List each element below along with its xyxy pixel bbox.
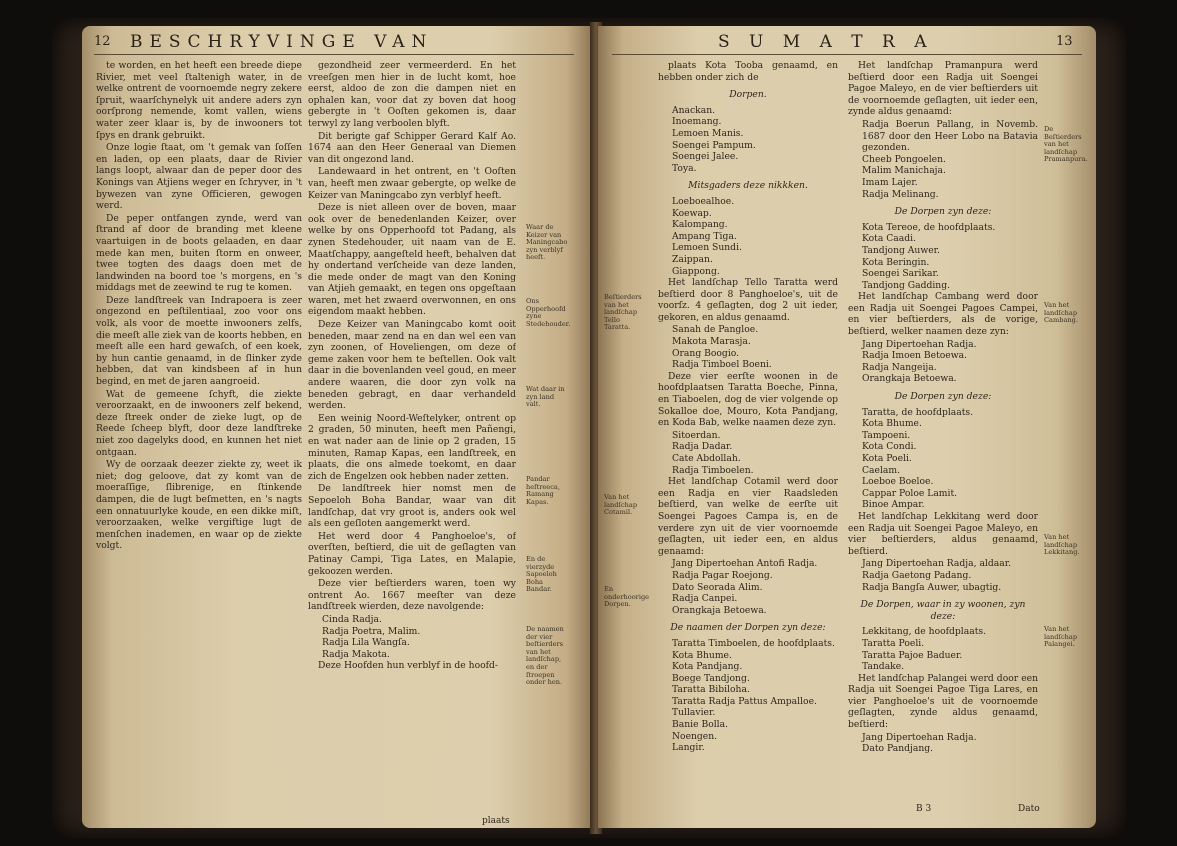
margin-note: De Beſtierders van het landſchap Pramanpura. — [1044, 125, 1088, 164]
list-item: Cappar Poloe Lamit. — [862, 487, 958, 499]
list-item: Tampoeni. — [862, 429, 911, 441]
margin-note: Van het landſchap Cambang. — [1044, 301, 1078, 325]
left-column-2 — [308, 60, 516, 812]
paragraph: Een weinig Noord-Weſtelyker, ontrent op 2 graden, 50 minuten, heeft men Pañengi, en wat nader aan de linie op 2 graden, 15 minuten, Ramap Kapas, een landſtreek, en plaats, die ons almede toekomt, en daar zich de Engelzen ook hebben nader zetten. — [308, 412, 516, 482]
right-catchword: Dato — [1018, 804, 1040, 814]
margin-note: Pandar heſtreeca, Ramang Kapas. — [526, 475, 560, 506]
list-item: Tandjong Auwer. — [862, 244, 940, 256]
list-item: Sanah de Pangloe. — [672, 324, 759, 336]
list-item: Taratta Pajoe Baduer. — [862, 649, 963, 661]
list-item: Taratta Radja Pattus Ampalloe. — [672, 695, 817, 707]
list-item: Radja Makota. — [322, 648, 390, 660]
list-item: Kota Tereoe, de hoofdplaats. — [862, 221, 996, 233]
list-item: Radja Dadar. — [672, 441, 733, 453]
list-item: Kota Bhume. — [862, 418, 922, 430]
list-item: Imam Lajer. — [862, 176, 918, 188]
list-item: Tandake. — [862, 661, 905, 673]
list-item: Giappong. — [672, 265, 720, 277]
list-item: Cinda Radja. — [322, 613, 382, 625]
list-item: Koewap. — [672, 207, 712, 219]
paragraph: Deze is niet alleen over de boven, maar ook over de benedenlanden Keizer, over welke by ons Opperhoofd tot Padang, als zynen Stedehouder, uit naam van de E. Maatſchappy, aangeſteld heeft, behalven dat hy ondertand verſcheide van deze landen, die mede onder de magt van den Koning van Atjieh gemaakt, en tegen ons opgeſtaan waren, met het zwaerd overwonnen, en ons eigendom maakt hebben. — [308, 202, 516, 318]
paragraph: Deze Hoofden hun verblyf in de hoofd- — [318, 660, 499, 672]
list-item: Cate Abdollah. — [672, 453, 741, 464]
list-item: Orang Boogio. — [672, 347, 740, 359]
list-item: Lemoen Manis. — [672, 127, 744, 139]
list-item: Kota Beringin. — [862, 256, 930, 268]
paragraph: Deze vier beſtierders waren, toen wy ontrent Ao. 1667 meeſter van deze landſtreek wierden, deze navolgende: — [308, 578, 516, 613]
list-item: Jang Dipertoehan Radja, aldaar. — [862, 558, 1011, 570]
list-item: Radja Bangſa Auwer, ubagtig. — [862, 581, 1002, 593]
list-item: Radja Gaetong Padang. — [862, 569, 972, 581]
list-item: Radja Melinang. — [862, 188, 939, 200]
list-item: Kalompang. — [672, 219, 728, 231]
right-column-2 — [848, 60, 1038, 800]
list-item: Taratta Bibiloha. — [672, 684, 750, 696]
list-item: Anackan. — [672, 104, 716, 116]
list-item: Radja Imoen Betoewa. — [862, 350, 967, 362]
list-item: Malim Manichaja. — [862, 165, 946, 177]
list-item: Radja Canpei. — [672, 593, 738, 605]
paragraph: De peper ontfangen zynde, werd van ſtrand af door de branding met kleene vaartuigen in de boots gelaaden, en daar mede kan men, buiten ſtorm en onweer, twee togten des daags doen met de landwinden na boord toe 's morgens, en 's middags met de zeewind te rug te komen. — [96, 212, 302, 294]
section-heading: Mitsgaders deze nikkken. — [688, 180, 808, 192]
margin-note: Van het landſchap Palangei. — [1044, 625, 1078, 649]
paragraph: Dit berigte gaf Schipper Gerard Kalf Ao. 1674 aan den Heer Generaal van Diemen van dit ongezond land. — [308, 130, 516, 165]
section-heading: Dorpen. — [729, 89, 767, 101]
list-item: Jang Dipertoehan Radja. — [862, 731, 977, 743]
list-item: Tullavier. — [672, 707, 716, 719]
list-item: Lemoen Sundi. — [672, 242, 742, 254]
left-running-head: BESCHRYVINGE VAN — [130, 32, 434, 52]
left-column-1 — [96, 60, 302, 812]
list-item: Toya. — [672, 162, 697, 174]
paragraph: plaats Kota Tooba genaamd, en hebben onder zich de — [658, 60, 838, 83]
paragraph: Het landſchap Cambang werd door een Radja uit Soengei Pagoes Campei, en vier beſtierders, als de vorige, beſtierd, welker naamen deze zyn: — [848, 291, 1038, 338]
list-item: Kota Caadi. — [862, 233, 916, 245]
list-item: Kota Bhume. — [672, 649, 732, 661]
list-item: Banie Bolla. — [672, 719, 728, 731]
paragraph: Wat de gemeene ſchyft, die ziekte veroorzaakt, en de inwooners zelf bekend, deze ſtreek onder de zieke lugt, op de Reede ſcheep blyft, door deze landſtreke niet zoo dagelyks dood, en kunnen het niet ontgaan. — [96, 388, 302, 458]
list-item: Radja Boerun Pallang, in Novemb. 1687 door den Heer Lobo na Batavia gezonden. — [862, 118, 1038, 154]
list-item: Kota Pandjang. — [672, 661, 743, 673]
list-item: Tandjong Gadding. — [862, 279, 951, 291]
paragraph: De landſtreek hier nomst men de Sepoeloh Boha Bandar, waar van dit landſchap, dat vry groot is, anders ook wel als een geſloten aangemerkt werd. — [308, 483, 516, 530]
left-page-number: 12 — [94, 34, 111, 49]
margin-note: Beſtierders van het landſchap Tello Taratta. — [604, 293, 642, 332]
section-heading: De Dorpen zyn deze: — [894, 206, 992, 218]
list-item: Taratta, de hoofdplaats. — [862, 406, 974, 418]
right-page-number: 13 — [1056, 34, 1073, 49]
paragraph: Wy de oorzaak deezer ziekte zy, weet ik niet; dog geloove, dat zy komt van de moeraſſige, ſlibrenige, en ſtinkende dampen, die de lugt beſmetten, en 's nagts een onnatuurlyke koude, en een dikke miſt, veroorzaaken, welke vergiftige lugt de menſchen inademen, en waar op de ziekte volgt. — [96, 459, 302, 552]
paragraph: Het landſchap Lekkitang werd door een Radja uit Soengei Pagoe Maleyo, en vier beſtierders, aldus genaamd, beſtierd. — [848, 510, 1038, 557]
left-page — [82, 26, 592, 828]
section-heading: De Dorpen, waar in zy woonen, zyn deze: — [860, 599, 1026, 622]
paragraph: Het landſchap Tello Taratta werd beſtierd door 8 Panghoeloe's, uit de voorſz. 4 geſlagten, dog 2 uit ieder, gekoren, en aldus genaamd. — [658, 277, 838, 323]
list-item: Jang Dipertoehan Antofi Radja. — [672, 558, 818, 570]
list-item: Noengen. — [672, 730, 718, 742]
section-heading: De Dorpen zyn deze: — [894, 391, 992, 403]
margin-note: En onderhoorige Dorpen. — [604, 585, 650, 609]
list-item: Caelam. — [862, 464, 900, 476]
list-item: Zaippan. — [672, 253, 713, 265]
paragraph: Het landſchap Palangei werd door een Radja uit Soengei Pagoe Tiga Lares, en vier Panghoeloe's uit de voornoemde geſlagten, zynde aldus genaamd, beſtierd: — [848, 672, 1038, 731]
paragraph: Het werd door 4 Panghoeloe's, of overſten, beſtierd, die uit de geſlagten van Patinay Campi, Tiga Lates, en Malapie, gekoozen werden. — [308, 530, 516, 577]
list-item: Kota Poeli. — [862, 453, 912, 464]
left-header-rule — [94, 54, 574, 55]
paragraph: Deze vier eerſte woonen in de hoofdplaatsen Taratta Boeche, Pinna, en Tiaboelen, dog de vier volgende op Sokalloe doe, Mouro, Kota Pandjang, en Koda Bab, welke naamen deze zyn. — [658, 370, 838, 429]
list-item: Orangkaja Betoewa. — [672, 604, 767, 616]
paragraph: te worden, en het heeft een breede diepe Rivier, met veel ſtaltenigh water, in de welke ontrent de voornoemde negry zekere ſpruit, waarſchynelyk uit andere aders zyn oorſprong nemende, komt vallen, wiens water zeer klaar is, by de inwooners tot ſpys en drank gebruikt. — [96, 60, 302, 141]
list-item: Loeboealhoe. — [672, 195, 735, 207]
list-item: Orangkaja Betoewa. — [862, 373, 957, 385]
paragraph: Het landſchap Pramanpura werd beſtierd door een Radja uit Soengei Pagoe Maleyo, en de vier beſtierders uit de voornoemde geſlagten, uit ieder een, zynde aldus genaamd: — [848, 60, 1038, 118]
right-column-1 — [658, 60, 838, 820]
list-item: Soengei Sarikar. — [862, 268, 939, 280]
list-item: Soengei Pampum. — [672, 139, 756, 151]
paragraph: Onze logie ſtaat, om 't gemak van ſoſſen en laden, op een plaats, daar de Rivier langs loopt, alwaar dan de peper door des Konings van Atjiens weger en ſchryver, in 't bywezen van zyne Officieren, gewogen werd. — [96, 142, 302, 212]
paragraph: Landewaard in het ontrent, en 't Ooſten van, heeft men zwaar gebergte, op welke de Keizer van Maningcabo zyn verblyf heeft. — [308, 166, 516, 201]
margin-note: En de vierzyde Sapoeloh Boha Bandar. — [526, 555, 557, 594]
list-item: Radja Timboelen. — [672, 464, 754, 476]
list-item: Soengei Jalee. — [672, 151, 739, 163]
list-item: Radja Pagar Roejong. — [672, 569, 773, 581]
section-heading: De naamen der Dorpen zyn deze: — [670, 622, 826, 634]
list-item: Taratta Timboelen, de hoofdplaats. — [672, 637, 835, 649]
margin-note: Wat daar in zyn land valt. — [526, 385, 565, 409]
list-item: Inoemang. — [672, 116, 722, 128]
margin-note: De naamen der vier beſtierders van het landſchap, en der ſtroepen onder hen. — [526, 625, 564, 687]
list-item: Langir. — [672, 742, 705, 754]
right-page — [598, 26, 1096, 828]
list-item: Radja Poetra, Malim. — [322, 625, 421, 637]
list-item: Lekkitang, de hoofdplaats. — [862, 626, 987, 638]
margin-note: Van het landſchap Lekkitang. — [1044, 533, 1080, 557]
list-item: Dato Pandjang. — [862, 743, 934, 755]
list-item: Radja Timboel Boeni. — [672, 359, 772, 371]
list-item: Binoe Ampar. — [862, 499, 925, 511]
signature-mark: B 3 — [916, 804, 932, 814]
list-item: Kota Condi. — [862, 441, 917, 453]
paragraph: gezondheid zeer vermeerderd. En het vreeſgen men hier in de lucht komt, hoe eerst, aldoo de zon die dampen niet en ophalen kan, voor dat zy boven dat hoog gebergte in 't Ooſten gekomen is, daar terwyl zy lang verboolen blyft. — [308, 60, 516, 129]
list-item: Boege Tandjong. — [672, 672, 750, 684]
list-item: Cheeb Pongoelen. — [862, 153, 946, 165]
margin-note: Ons Opperhoofd zyne Stedehouder. — [526, 297, 571, 328]
list-item: Ampang Tiga. — [672, 230, 737, 242]
right-header-rule — [612, 54, 1082, 55]
book-spread — [52, 18, 1126, 838]
list-item: Loeboe Boeloe. — [862, 476, 934, 488]
list-item: Jang Dipertoehan Radja. — [862, 338, 977, 350]
list-item: Radja Nangeija. — [862, 361, 937, 373]
left-catchword: plaats — [482, 816, 510, 826]
margin-note: Van het landſchap Cotamil. — [604, 493, 638, 517]
right-running-head: S U M A T R A — [718, 32, 934, 52]
paragraph: Deze Keizer van Maningcabo komt ooit beneden, maar zend na en dan wel een van zyn zoonen, of Hoveliengen, om deze of geme zaken voor hem te beſtellen. Ook valt daar in die bovenlanden veel goud, en meer andere waaren, die door zyn volk na beneden gebragt, en daar verhandeld werden. — [308, 319, 516, 412]
margin-note: Waar de Keizer van Maningcabo zyn verblyf heeft. — [526, 223, 568, 262]
paragraph: Deze landſtreek van Indrapoera is zeer ongezond en peſtilentiaal, zoo voor ons volk, als voor de moette inwooners zelfs, die meeſt alle ziek van de koorts hebben, en meeſt alle een hard gewaſch, of een koek, by hun cantie genaamd, in de ſlinker zyde hebben, dat van kindsbeen af in hun begind, en met de jaren aangroeid. — [96, 294, 302, 388]
list-item: Dato Seorada Alim. — [672, 581, 763, 593]
list-item: Makota Marasja. — [672, 336, 751, 348]
list-item: Sitoerdan. — [672, 429, 721, 441]
paragraph: Het landſchap Cotamil werd door een Radja en vier Raadsleden beſtierd, van welke de eerſte uit Soengei Pagoes Campa is, en de verdere zyn uit de vier voornoemde geſlagten, uit ieder een, en aldus genaamd: — [658, 476, 838, 557]
list-item: Radja Lila Wangſa. — [322, 637, 410, 649]
list-item: Taratta Poeli. — [862, 637, 925, 649]
